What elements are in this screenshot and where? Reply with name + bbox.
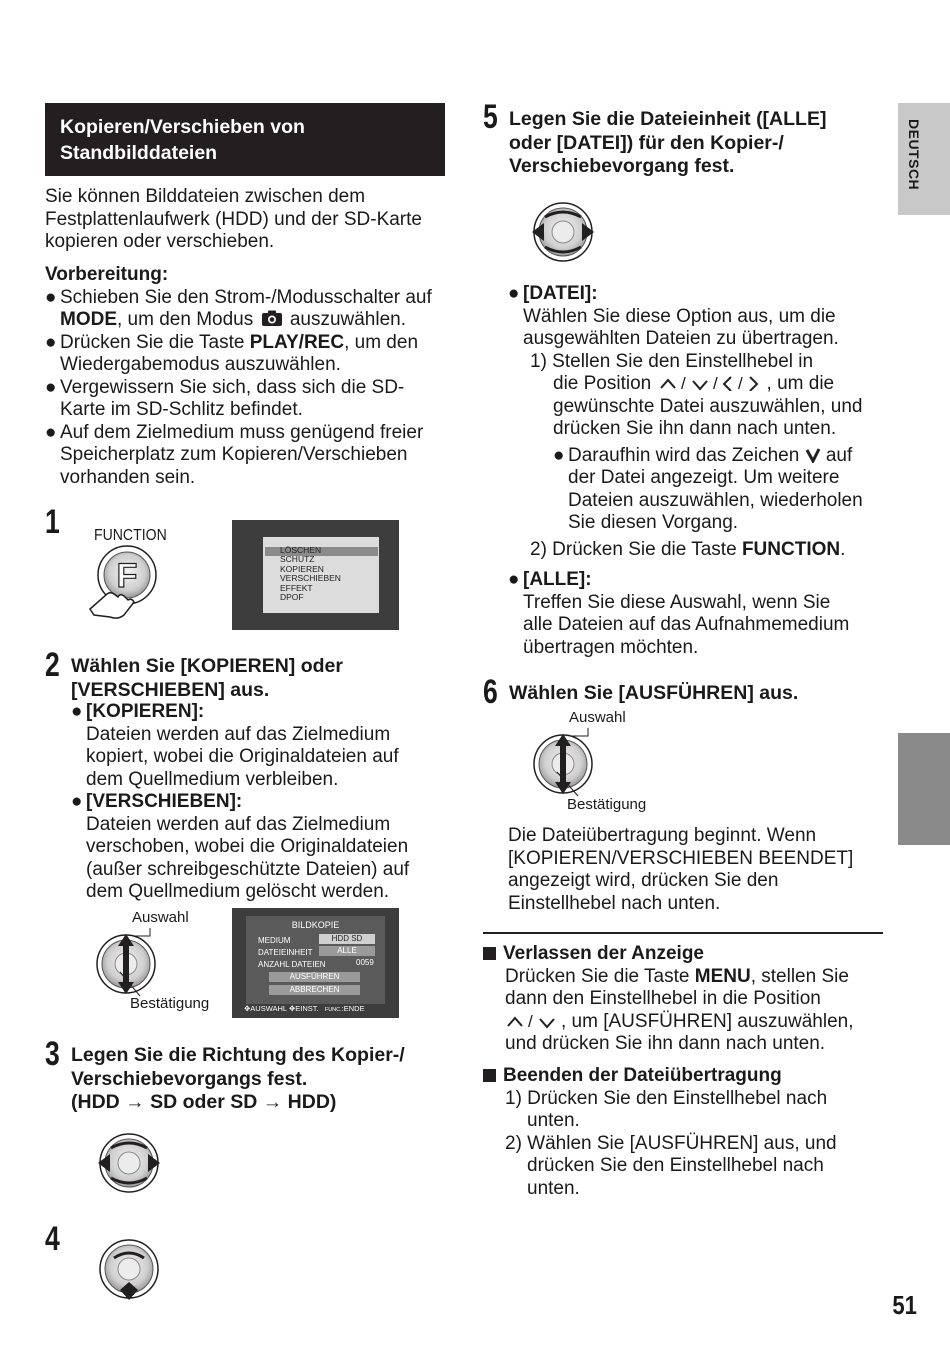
- option-text: kopiert, wobei die Originaldateien auf: [86, 746, 399, 767]
- section-title-line1: Kopieren/Verschieben von: [60, 116, 305, 138]
- paragraph-line: Einstellhebel nach unten.: [508, 892, 721, 914]
- svg-text:/: /: [712, 375, 718, 391]
- substep-text: , um die: [766, 373, 835, 394]
- set-icon: ✥: [288, 1004, 296, 1013]
- option-kopieren: ● [KOPIEREN]: Dateien werden auf das Zielmedium kopiert, wobei die Originaldateien auf dem Quellmedium verbleiben.: [71, 701, 451, 791]
- joystick-left-right-icon: [530, 201, 596, 263]
- anzahl-dateien-label: ANZAHL DATEIEN: [258, 960, 326, 969]
- step-2-title-line: [VERSCHIEBEN] aus.: [71, 678, 270, 701]
- stop-step-line: unten.: [527, 1110, 580, 1131]
- step-2-title: [71, 655, 451, 702]
- option-text: (außer schreibgeschützte Dateien) auf: [86, 858, 410, 880]
- section-title-line2: Standbilddateien: [60, 142, 218, 164]
- step-5-number: 5: [483, 98, 498, 136]
- bildkopie-footer: [244, 1004, 365, 1013]
- menu-key-label: MENU: [694, 965, 751, 987]
- function-menu-list: [280, 546, 341, 602]
- auswahl-label: Auswahl: [132, 909, 189, 926]
- exit-line-text: , um [AUSFÜHREN] auszuwählen,: [561, 1010, 854, 1032]
- substep-text: 1) Stellen Sie den Einstellhebel in: [530, 350, 814, 372]
- option-verschieben-heading: [VERSCHIEBEN]:: [86, 791, 243, 812]
- language-tab: [898, 103, 950, 215]
- square-bullet-icon: [483, 1069, 496, 1082]
- prep-text: [60, 332, 455, 355]
- note-text: [568, 445, 898, 468]
- footer-ende: :ENDE: [341, 1004, 365, 1013]
- abbrechen-button[interactable]: ABBRECHEN: [269, 985, 360, 995]
- prep-text: [60, 309, 455, 332]
- step-3-title-line: Verschiebevorgangs fest.: [71, 1067, 308, 1090]
- step-3-title-line: Legen Sie die Richtung des Kopier-/: [71, 1044, 405, 1066]
- dateieinheit-value[interactable]: ALLE: [319, 946, 375, 956]
- joystick-up-down-icon: [530, 726, 598, 798]
- stop-steps: [483, 1088, 883, 1201]
- option-datei: ● [DATEI]: Wählen Sie diese Option aus, um die ausgewählten Dateien zu übertragen. 1) Stellen Sie den Einstellhebel in die Position / / / , um die gewünschte Datei auszuwählen, und drücken Sie ihn dann nach unten. ● Daraufhin wird das Zeichen auf der Datei angezeigt. Um weitere Dateien auszuwählen, wiederholen Sie diesen Vorgang. 2) Drücken Sie die Taste FUNCTION.: [508, 283, 898, 561]
- prep-bullet: ● Vergewissern Sie sich, dass sich die SD- Karte im SD-Schlitz befindet.: [45, 377, 455, 422]
- step-3-title-line: (HDD → SD oder SD → HDD): [71, 1091, 337, 1113]
- ausfuehren-button[interactable]: AUSFÜHREN: [269, 972, 360, 982]
- joystick-left-right-icon: [96, 1132, 162, 1194]
- menu-item-schutz[interactable]: SCHUTZ: [280, 554, 315, 565]
- svg-text:/: /: [737, 375, 743, 391]
- bildkopie-title: BILDKOPIE: [291, 920, 340, 930]
- prep-text: Schieben Sie den Strom-/Modusschalter auf: [60, 286, 432, 308]
- prep-bullet: ● Drücken Sie die Taste PLAY/REC, um den Wiedergabemodus auszuwählen.: [45, 332, 455, 377]
- option-text: Wählen Sie diese Option aus, um die: [523, 305, 836, 327]
- footer-auswahl: AUSWAHL: [250, 1004, 287, 1013]
- language-tab-label: DEUTSCH: [906, 119, 922, 191]
- preparation-block: [45, 264, 455, 489]
- bestaetigung-label: Bestätigung: [567, 796, 647, 813]
- prep-text: vorhanden sein.: [60, 466, 196, 488]
- section-header: [45, 103, 445, 176]
- intro-paragraph: [45, 186, 455, 254]
- step-5-title-line: Legen Sie die Dateieinheit ([ALLE]: [509, 108, 827, 130]
- paragraph-line: Die Dateiübertragung beginnt. Wenn: [508, 825, 817, 846]
- function-label: FUNCTION: [94, 527, 167, 544]
- option-text: übertragen möchten.: [523, 636, 699, 658]
- option-alle-heading: [ALLE]:: [523, 569, 592, 590]
- medium-label: MEDIUM: [258, 936, 291, 945]
- prep-text: , um den Modus: [117, 309, 254, 330]
- step-1-number: 1: [45, 503, 60, 541]
- function-key-label: FUNCTION: [741, 538, 841, 560]
- datei-substep-1: [523, 351, 898, 562]
- option-text: Treffen Sie diese Auswahl, wenn Sie: [523, 591, 831, 613]
- option-text: alle Dateien auf das Aufnahmemedium: [523, 614, 850, 635]
- footer-func: FUNC.: [324, 1007, 342, 1013]
- section-divider: [483, 932, 883, 934]
- bildkopie-labels: [258, 935, 326, 971]
- step-2-options: [71, 701, 451, 904]
- anzahl-dateien-value: 0059: [356, 958, 374, 967]
- step-5-title: [509, 108, 889, 179]
- auswahl-label: Auswahl: [569, 709, 626, 726]
- menu-item-loeschen[interactable]: LÖSCHEN: [280, 545, 322, 555]
- prep-text: Karte im SD-Schlitz befindet.: [60, 399, 303, 420]
- stop-heading-row: [483, 1065, 883, 1088]
- preparation-heading: Vorbereitung:: [45, 264, 169, 285]
- exit-display-block: [483, 943, 883, 1056]
- option-verschieben: ● [VERSCHIEBEN]: Dateien werden auf das Zielmedium verschoben, wobei die Originaldateien (außer schreibgeschützte Dateien) auf dem Quellmedium gelöscht werden.: [71, 791, 451, 904]
- step-2-number: 2: [45, 646, 60, 684]
- prep-text: Vergewissern Sie sich, dass sich die SD-: [60, 376, 405, 398]
- step-5-title-line: Verschiebevorgang fest.: [509, 155, 735, 177]
- substep-text: [530, 373, 898, 396]
- stop-step-line: 1) Drücken Sie den Einstellhebel nach: [505, 1087, 828, 1109]
- paragraph-line: [KOPIEREN/VERSCHIEBEN BEENDET]: [508, 847, 854, 869]
- dateieinheit-label: DATEIEINHEIT: [258, 948, 313, 957]
- option-text: verschoben, wobei die Originaldateien: [86, 836, 409, 857]
- svg-text:/: /: [680, 375, 686, 391]
- step-6-paragraph: [508, 825, 888, 915]
- note-text: auf: [825, 444, 853, 466]
- step-5-options: [508, 283, 898, 659]
- prep-text: , um den: [344, 331, 419, 353]
- exit-line-text: Drücken Sie die Taste: [505, 965, 695, 987]
- camera-icon: [261, 310, 283, 327]
- step-6-number: 6: [483, 673, 498, 711]
- checkmark-icon: [805, 447, 821, 463]
- step-6-title: Wählen Sie [AUSFÜHREN] aus.: [509, 682, 799, 704]
- bestaetigung-label: Bestätigung: [130, 995, 210, 1012]
- select-icon: ✥: [244, 1004, 251, 1013]
- datei-substep-2: [530, 539, 898, 562]
- svg-text:/: /: [528, 1012, 533, 1029]
- step-4-number: 4: [45, 1220, 60, 1258]
- prep-text: Auf dem Zielmedium muss genügend freier: [60, 421, 424, 443]
- step-5-title-line: oder [DATEI]) für den Kopier-/: [509, 131, 784, 154]
- note-text: der Datei angezeigt. Um weitere: [568, 467, 840, 488]
- datei-note: ● Daraufhin wird das Zeichen auf der Datei angezeigt. Um weitere Dateien auszuwählen, wiederholen Sie diesen Vorgang.: [553, 445, 898, 535]
- function-menu-screen: [232, 520, 399, 630]
- option-alle: ● [ALLE]: Treffen Sie diese Auswahl, wenn Sie alle Dateien auf das Aufnahmemedium übertragen möchten.: [508, 569, 898, 659]
- function-key-letter: F: [116, 557, 138, 595]
- exit-text: [483, 966, 883, 1056]
- exit-line: [505, 966, 883, 989]
- function-button-icon: [84, 545, 164, 620]
- stop-step-line: drücken Sie den Einstellhebel nach: [527, 1155, 824, 1176]
- substep-text: gewünschte Datei auszuwählen, und: [553, 395, 863, 417]
- intro-line: Sie können Bilddateien zwischen dem: [45, 186, 366, 207]
- step-3-title: [71, 1044, 451, 1115]
- mode-label: MODE: [60, 309, 117, 330]
- paragraph-line: angezeigt wird, drücken Sie den: [508, 870, 779, 891]
- prep-bullet: ● Schieben Sie den Strom-/Modusschalter auf MODE, um den Modus auszuwählen.: [45, 287, 455, 332]
- option-text: Dateien werden auf das Zielmedium: [86, 813, 391, 835]
- substep-text: 2) Drücken Sie die Taste: [530, 538, 742, 560]
- bildkopie-screen: [232, 908, 399, 1018]
- prep-text: Speicherplatz zum Kopieren/Verschieben: [60, 444, 408, 465]
- medium-value[interactable]: HDD SD: [319, 934, 375, 944]
- stop-step-line: 2) Wählen Sie [AUSFÜHREN] aus, und: [505, 1132, 837, 1154]
- up-down-arrows-icon: [505, 1013, 561, 1029]
- menu-item-kopieren[interactable]: KOPIEREN: [280, 563, 324, 574]
- exit-heading-row: [483, 943, 883, 966]
- exit-heading: Verlassen der Anzeige: [503, 943, 705, 964]
- page-number: 51: [892, 1290, 917, 1320]
- menu-item-verschieben[interactable]: VERSCHIEBEN: [280, 573, 341, 584]
- option-datei-heading: [DATEI]:: [523, 283, 598, 304]
- substep-text: .: [840, 538, 846, 560]
- step-3-number: 3: [45, 1035, 60, 1073]
- prep-text: Wiedergabemodus auszuwählen.: [60, 354, 341, 375]
- option-text: ausgewählten Dateien zu übertragen.: [523, 328, 839, 349]
- substep-text: die Position: [553, 373, 652, 394]
- note-text: Sie diesen Vorgang.: [568, 512, 739, 533]
- option-kopieren-heading: [KOPIEREN]:: [86, 701, 205, 722]
- exit-line: [505, 1011, 883, 1034]
- option-text: dem Quellmedium verbleiben.: [86, 768, 339, 790]
- square-bullet-icon: [483, 947, 496, 960]
- option-text: Dateien werden auf das Zielmedium: [86, 723, 391, 745]
- footer-einst: EINST.: [295, 1004, 319, 1013]
- option-text: dem Quellmedium gelöscht werden.: [86, 881, 390, 902]
- note-text: Dateien auszuwählen, wiederholen: [568, 489, 863, 511]
- exit-line: dann den Einstellhebel in die Position: [505, 988, 821, 1009]
- intro-line: Festplattenlaufwerk (HDD) und der SD-Karte: [45, 208, 422, 230]
- direction-arrows-icon: [657, 375, 767, 391]
- side-marker: [898, 733, 950, 845]
- joystick-up-down-icon: [92, 926, 162, 998]
- exit-line-text: , stellen Sie: [750, 965, 849, 987]
- step-2-title-line: Wählen Sie [KOPIEREN] oder: [71, 655, 343, 677]
- stop-step-line: unten.: [527, 1177, 580, 1199]
- exit-line: und drücken Sie ihn dann nach unten.: [505, 1033, 826, 1054]
- prep-text: Drücken Sie die Taste: [60, 331, 250, 353]
- substep-text: drücken Sie ihn dann nach unten.: [553, 418, 837, 439]
- stop-heading: Beenden der Dateiübertragung: [503, 1065, 782, 1086]
- menu-item-dpof[interactable]: DPOF: [280, 592, 304, 603]
- prep-bullet: ● Auf dem Zielmedium muss genügend freier Speicherplatz zum Kopieren/Verschieben vorhanden sein.: [45, 422, 455, 490]
- joystick-press-down-icon: [96, 1238, 162, 1302]
- prep-text: auszuwählen.: [289, 309, 407, 330]
- menu-item-effekt[interactable]: EFFEKT: [280, 582, 313, 593]
- note-text: Daraufhin wird das Zeichen: [568, 444, 800, 466]
- playrec-label: PLAY/REC: [249, 331, 345, 353]
- stop-transfer-block: [483, 1065, 883, 1200]
- intro-line: kopieren oder verschieben.: [45, 231, 275, 252]
